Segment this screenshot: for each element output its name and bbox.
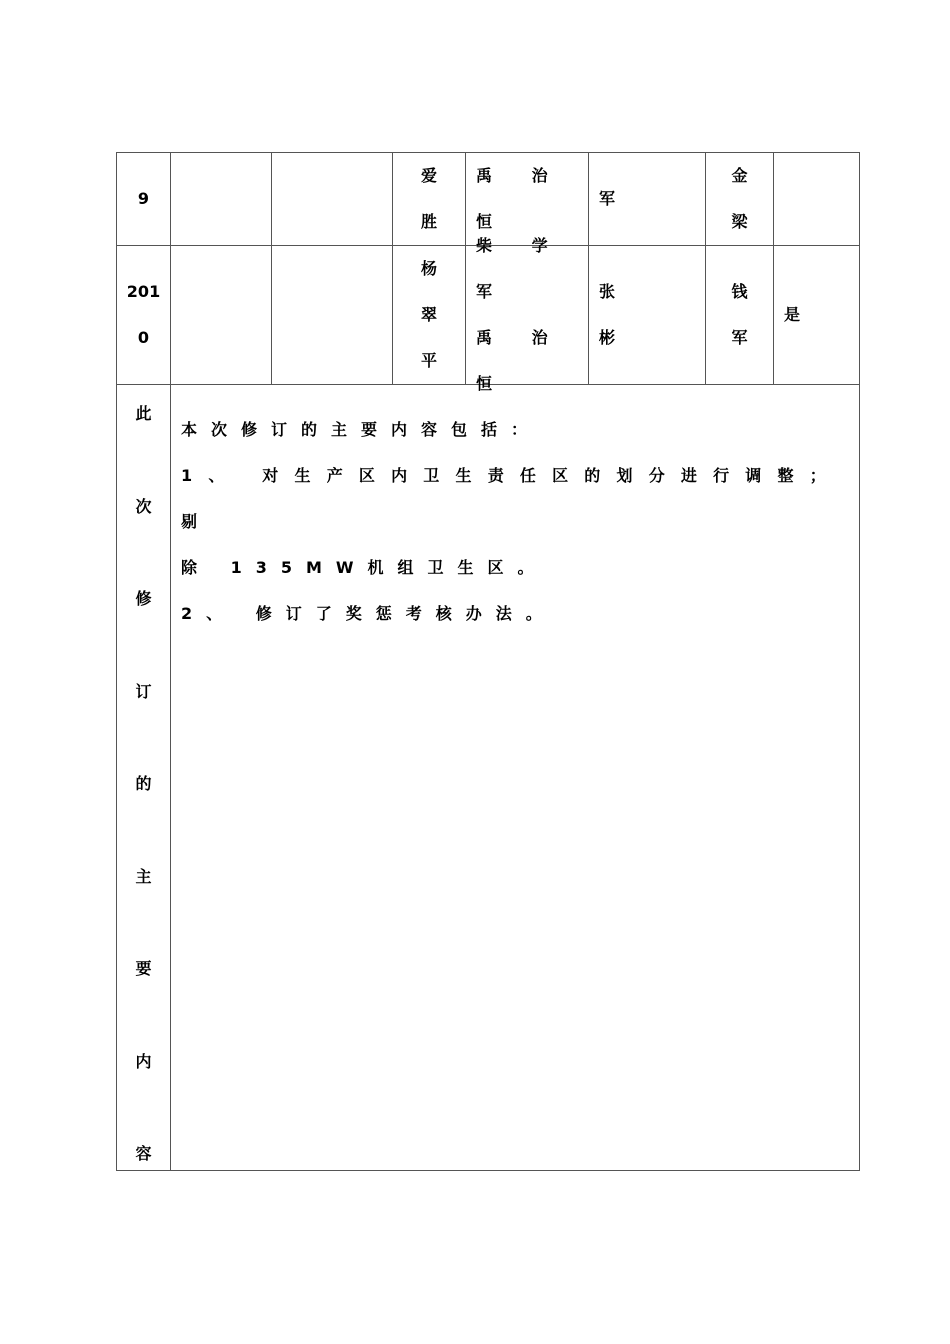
row2-drafter xyxy=(393,245,466,385)
row2-col6 xyxy=(589,245,706,385)
row2-drafter-line-0: 杨 xyxy=(420,258,437,278)
row2-year xyxy=(116,245,171,385)
content-intro: 本次修订的主要内容包括： xyxy=(181,420,542,439)
row2-year-line-0: 201 xyxy=(126,281,161,301)
row2-col6-line-1: 彬 xyxy=(599,327,633,347)
content-item1-line1: 1、 对生产区内卫生责任区的划分进行调整；剔 xyxy=(181,466,842,531)
side-label-char-5: 主 xyxy=(135,866,152,886)
side-label-char-7: 内 xyxy=(135,1051,152,1071)
row2-approver-line-1: 军 xyxy=(731,327,748,347)
side-label-char-6: 要 xyxy=(135,959,152,978)
row1-col2 xyxy=(171,152,272,246)
row1-last xyxy=(774,152,860,246)
row2-drafter-line-2: 平 xyxy=(420,350,437,370)
row2-last-value: 是 xyxy=(784,304,818,324)
row2-year-line-1: 0 xyxy=(137,327,150,347)
row1-drafter xyxy=(393,152,466,246)
row2-col3 xyxy=(272,245,393,385)
row1-drafter-line-0: 爱 xyxy=(420,166,437,185)
content-item1-line2: 除 135MW机组卫生区。 xyxy=(181,558,548,577)
side-label-char-1: 次 xyxy=(135,496,152,516)
row1-approver-line-0: 金 xyxy=(731,166,748,185)
side-label-char-0: 此 xyxy=(135,404,152,423)
row1-col3 xyxy=(272,152,393,246)
row1-year xyxy=(116,152,171,246)
row1-approver-line-1: 梁 xyxy=(731,212,748,231)
row2-col6-line-0: 张 xyxy=(599,281,633,301)
row2-approver-line-0: 钱 xyxy=(731,281,748,301)
row1-col6-line-0: 军 xyxy=(599,189,633,208)
side-label-char-2: 修 xyxy=(135,589,152,608)
row2-approver xyxy=(706,245,774,385)
row1-year-line-0: 9 xyxy=(137,189,150,208)
side-label-char-4: 的 xyxy=(135,774,152,793)
row1-approver xyxy=(706,152,774,246)
row2-last xyxy=(774,245,860,385)
revision-side-label xyxy=(116,385,171,1170)
revision-content xyxy=(171,385,859,1170)
row1-reviewers-line-0: 禹 治 恒 xyxy=(476,166,565,231)
content-item2: 2、 修订了奖惩考核办法。 xyxy=(181,604,556,623)
row2-col2 xyxy=(171,245,272,385)
side-label-char-8: 容 xyxy=(135,1144,152,1163)
row2-reviewers-line-0: 柴 学 军 xyxy=(476,235,565,301)
row2-reviewers xyxy=(466,235,589,393)
row1-drafter-line-1: 胜 xyxy=(420,212,437,231)
row1-col6 xyxy=(589,152,706,246)
row2-reviewers-line-1: 禹 治 恒 xyxy=(476,327,565,393)
side-label-char-3: 订 xyxy=(135,681,152,701)
row2-drafter-line-1: 翠 xyxy=(420,304,437,324)
